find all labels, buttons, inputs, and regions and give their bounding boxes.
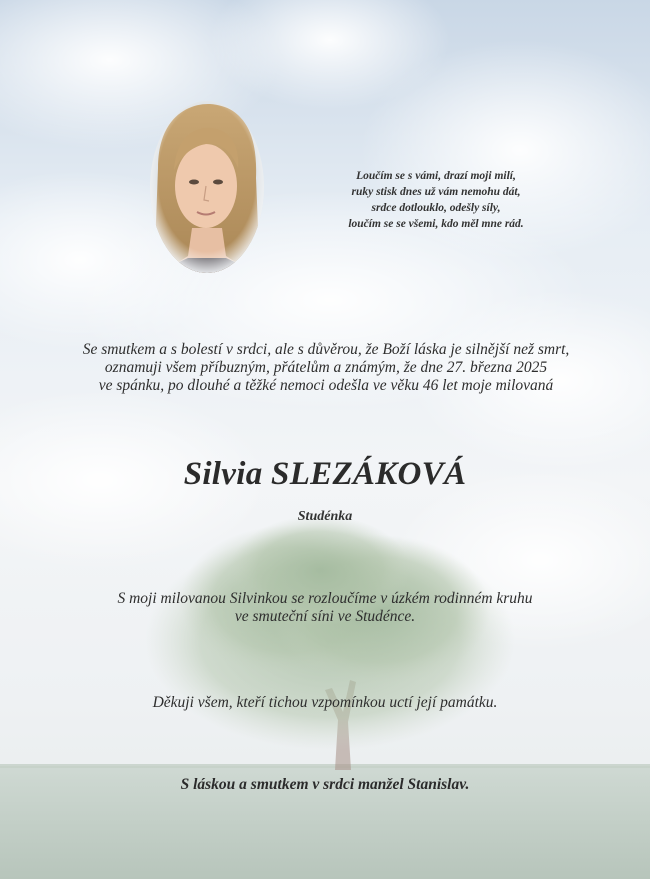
poem-line: Loučím se s vámi, drazí moji milí, — [356, 170, 516, 182]
announcement-line: ve spánku, po dlouhé a těžké nemoci odešla ve věku 46 let moje milovaná — [98, 377, 554, 394]
announcement-line: Se smutkem a s bolestí v srdci, ale s důvěrou, že Boží láska je silnější než smrt, — [82, 341, 570, 358]
announcement-line: oznamuji všem příbuzným, přátelům a známým, že dne 27. března 2025 — [104, 359, 548, 376]
portrait-photo — [148, 98, 266, 276]
signature-text: S láskou a smutkem v srdci manžel Stanislav. — [180, 776, 470, 793]
poem-line: loučím se se všemi, kdo měl mne rád. — [348, 218, 524, 230]
farewell-poem — [306, 168, 566, 232]
funeral-line: S moji milovanou Silvinkou se rozloučíme v úzkém rodinném kruhu — [117, 590, 533, 607]
poem-line: srdce dotlouklo, odešly síly, — [371, 202, 501, 214]
thanks-text: Děkuji všem, kteří tichou vzpomínkou uctí její památku. — [152, 694, 498, 711]
deceased-name: Silvia SLEZÁKOVÁ — [183, 456, 467, 492]
deceased-place: Studénka — [297, 509, 353, 524]
poem-line: ruky stisk dnes už vám nemohu dát, — [351, 186, 521, 198]
announcement-text — [40, 341, 612, 395]
funeral-info — [60, 590, 590, 626]
funeral-line: ve smuteční síni ve Studénce. — [234, 608, 416, 625]
